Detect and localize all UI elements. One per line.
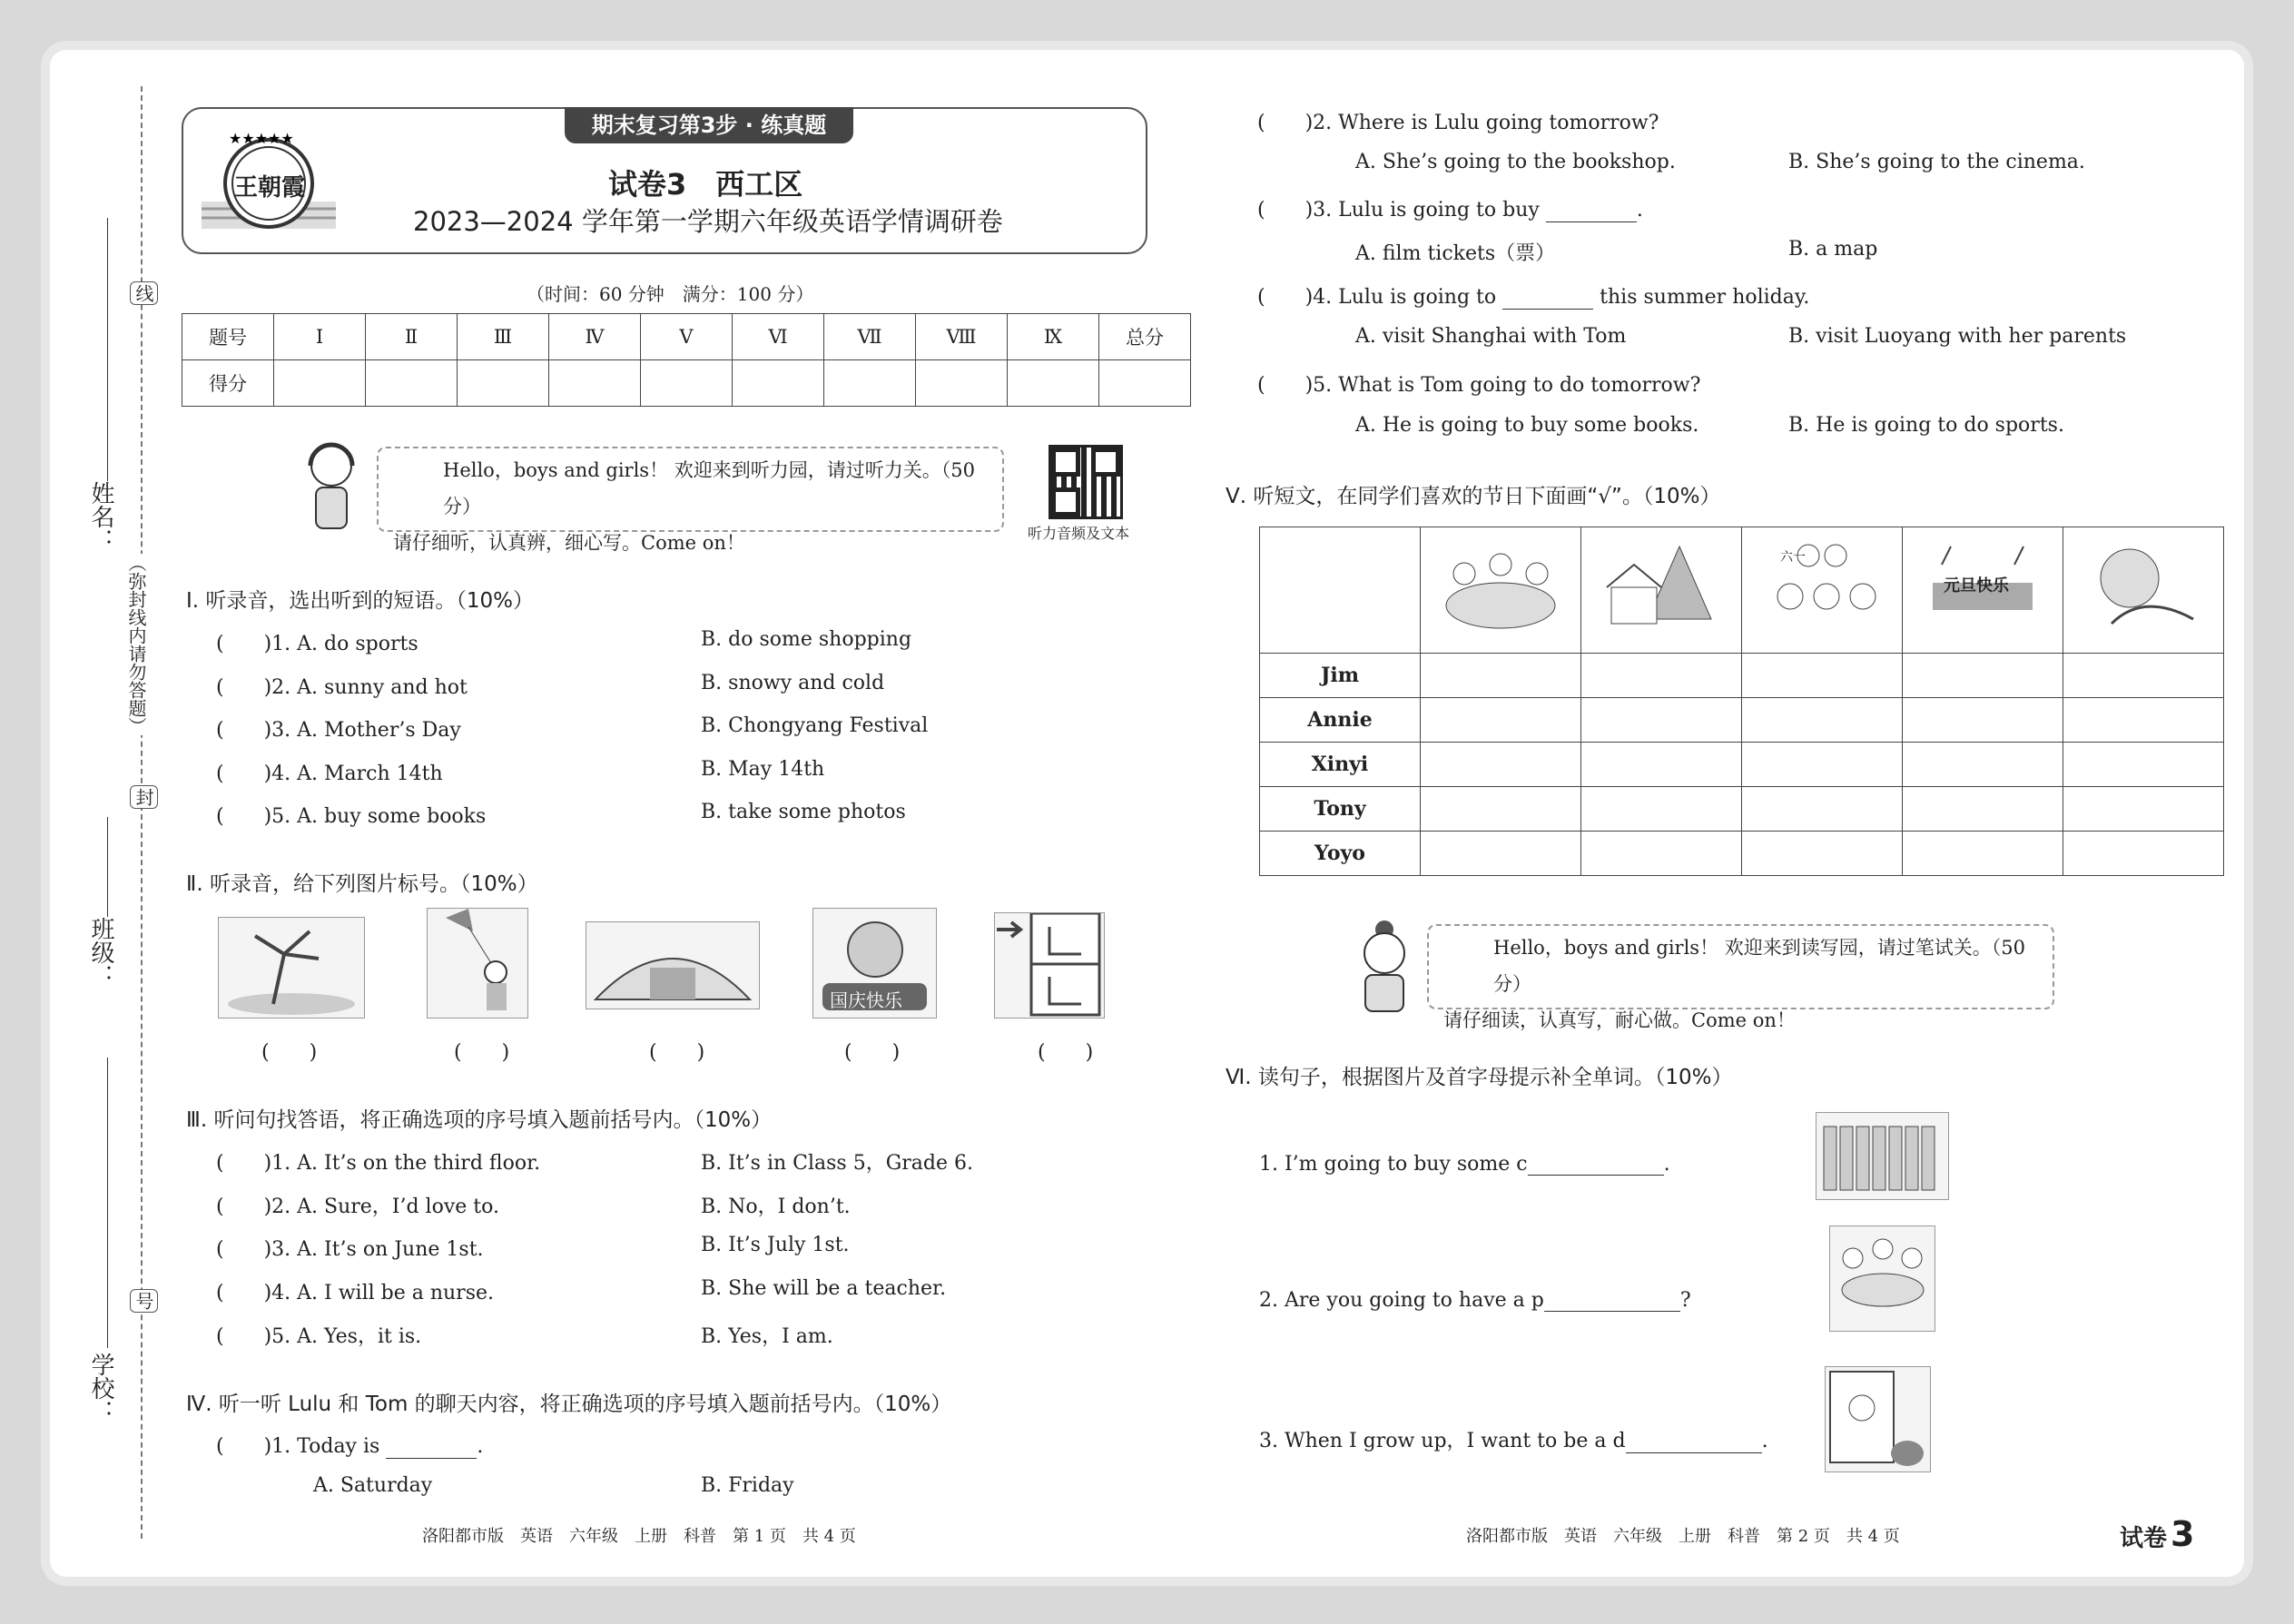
s1-q2-b: B. snowy and cold <box>701 672 885 694</box>
section-6-title: Ⅵ. 读句子，根据图片及首字母提示补全单词。（10%） <box>1226 1066 1733 1089</box>
festival-picture-row <box>1260 527 2224 654</box>
festival-row-annie <box>1260 698 2224 743</box>
crayons-picture <box>1816 1112 1949 1200</box>
festival-mid-autumn-picture <box>2063 527 2224 654</box>
girl-writing-illustration <box>1353 917 1416 1017</box>
class-label: 班级： <box>87 917 114 988</box>
s1-q2[interactable]: ( )2. A. sunny and hot <box>216 676 468 699</box>
exam-number: 试卷3 西工区 <box>608 167 803 202</box>
childrens-day-label: 六一 <box>1780 550 1806 565</box>
s4-q3[interactable]: ( )3. Lulu is going to buy . <box>1257 199 1643 221</box>
pic-answer-5[interactable]: ( ) <box>1038 1041 1094 1064</box>
s4-q5-a: A. He is going to buy some books. <box>1355 414 1699 437</box>
section-5-title: Ⅴ. 听短文，在同学们喜欢的节日下面画“√”。（10%） <box>1226 485 1721 508</box>
score-input[interactable] <box>366 360 458 407</box>
exam-info: （时间：60 分钟 满分：100 分） <box>527 283 814 305</box>
boy-headphones-illustration <box>300 440 363 536</box>
s4-q4-tail: this summer holiday. <box>1600 286 1810 309</box>
score-cell: Ⅵ <box>733 314 824 360</box>
logo-seal <box>202 125 336 232</box>
s6-s3-text: 3. When I grow up，I want to be a d <box>1259 1430 1626 1452</box>
s4-q5-b: B. He is going to do sports. <box>1788 414 2064 437</box>
check-cell[interactable] <box>2063 698 2224 743</box>
listening-line1: Hello，boys and girls！ 欢迎来到听力园，请过听力关。（50 分） <box>443 459 975 517</box>
score-input[interactable] <box>916 360 1008 407</box>
s4-q3-blank[interactable] <box>1546 202 1637 222</box>
check-cell[interactable] <box>2063 787 2224 832</box>
score-cell: Ⅰ <box>274 314 366 360</box>
check-cell[interactable] <box>1581 832 1742 876</box>
picture-windy-tree <box>218 917 365 1019</box>
s3-q5[interactable]: ( )5. A. Yes，it is. <box>216 1325 422 1348</box>
qr-code-icon[interactable] <box>1049 445 1123 519</box>
s6-s2-text: 2. Are you going to have a p <box>1259 1289 1544 1312</box>
listening-bubble <box>377 447 1004 554</box>
s4-q2-b: B. She’s going to the cinema. <box>1788 151 2085 173</box>
s6-s1-text: 1. I’m going to buy some c <box>1259 1153 1528 1176</box>
check-cell[interactable] <box>1903 787 2063 832</box>
student-name: Tony <box>1260 787 1421 832</box>
s6-s3-blank[interactable] <box>1626 1432 1762 1453</box>
picture-stadium <box>586 921 760 1009</box>
score-cell: Ⅲ <box>458 314 549 360</box>
listening-line2: 请仔细听，认真辨，细心写。Come on！ <box>393 532 745 554</box>
check-cell[interactable] <box>1421 698 1581 743</box>
score-cell: Ⅱ <box>366 314 458 360</box>
check-cell[interactable] <box>1903 743 2063 787</box>
writing-bubble <box>1427 924 2054 1031</box>
picture-floor-plan <box>994 912 1105 1019</box>
score-cell: Ⅷ <box>916 314 1008 360</box>
check-cell[interactable] <box>1903 654 2063 698</box>
pic-answer-3[interactable]: ( ) <box>649 1041 705 1064</box>
score-cell: 总分 <box>1099 314 1191 360</box>
check-cell[interactable] <box>1581 654 1742 698</box>
check-cell[interactable] <box>1421 787 1581 832</box>
score-input[interactable] <box>641 360 733 407</box>
check-cell[interactable] <box>1581 787 1742 832</box>
festival-childrens-day-picture <box>1742 527 1903 654</box>
festival-row-jim <box>1260 654 2224 698</box>
score-cell: Ⅸ <box>1008 314 1099 360</box>
s4-q3-text: ( )3. Lulu is going to buy <box>1257 199 1540 221</box>
score-cell: 题号 <box>182 314 274 360</box>
school-label: 学校： <box>87 1353 114 1423</box>
s4-q1-blank[interactable] <box>386 1438 477 1459</box>
s4-q5[interactable]: ( )5. What is Tom going to do tomorrow? <box>1257 374 1701 397</box>
section-2-title: Ⅱ. 听录音，给下列图片标号。（10%） <box>186 872 538 896</box>
score-table <box>182 313 1191 407</box>
section-4-title: Ⅳ. 听一听 Lulu 和 Tom 的聊天内容，将正确选项的序号填入题前括号内。（10%） <box>186 1393 952 1416</box>
s3-q1[interactable]: ( )1. A. It’s on the third floor. <box>216 1152 541 1175</box>
writing-line2: 请仔细读，认真写，耐心做。Come on！ <box>1443 1009 1796 1031</box>
s6-s2-end: ? <box>1679 1289 1691 1312</box>
paper-label-text: 试卷 <box>2120 1525 2168 1552</box>
qr-caption: 听力音频及文本 <box>1028 525 1130 542</box>
footer-right: 洛阳都市版 英语 六年级 上册 科普 第 2 页 共 4 页 <box>1466 1527 1900 1546</box>
s1-q3[interactable]: ( )3. A. Mother’s Day <box>216 719 461 742</box>
s4-q1[interactable]: ( )1. Today is . <box>216 1435 484 1458</box>
check-cell[interactable] <box>2063 654 2224 698</box>
festival-row-yoyo <box>1260 832 2224 876</box>
check-cell[interactable] <box>1581 743 1742 787</box>
check-cell[interactable] <box>1903 832 2063 876</box>
seal-note: （弥封线内请勿答题） <box>123 554 150 735</box>
number-mark: 号 <box>130 1289 158 1313</box>
s6-s1-end: . <box>1663 1153 1670 1176</box>
score-input[interactable] <box>824 360 916 407</box>
score-header-row <box>182 314 1191 360</box>
score-cell: Ⅳ <box>549 314 641 360</box>
s6-s1-blank[interactable] <box>1528 1155 1664 1176</box>
score-value-row <box>182 360 1191 407</box>
picture-kite-girl <box>427 908 528 1019</box>
s6-s2[interactable] <box>1259 1289 1691 1312</box>
pic-answer-2[interactable]: ( ) <box>454 1041 510 1064</box>
s1-q5-b: B. take some photos <box>701 801 906 823</box>
new-year-label: 元旦快乐 <box>1944 576 2009 595</box>
student-name: Yoyo <box>1260 832 1421 876</box>
section-1-title: Ⅰ. 听录音，选出听到的短语。（10%） <box>186 589 535 613</box>
check-cell[interactable] <box>2063 743 2224 787</box>
s6-s1[interactable] <box>1259 1153 1670 1176</box>
score-input[interactable] <box>458 360 549 407</box>
s6-s3-end: . <box>1761 1430 1768 1452</box>
national-day-label: 国庆快乐 <box>830 989 902 1011</box>
s1-q1[interactable]: ( )1. A. do sports <box>216 633 418 655</box>
s6-s3[interactable] <box>1259 1425 1768 1453</box>
s3-q3[interactable]: ( )3. A. It’s on June 1st. <box>216 1238 484 1261</box>
s1-q1-b: B. do some shopping <box>701 628 912 651</box>
student-name: Annie <box>1260 698 1421 743</box>
score-input[interactable] <box>1008 360 1099 407</box>
s3-q2[interactable]: ( )2. A. Sure，I’d love to. <box>216 1196 499 1218</box>
festival-christmas-picture <box>1581 527 1742 654</box>
s3-q4-b: B. She will be a teacher. <box>701 1277 947 1300</box>
picture-national-day <box>812 908 937 1019</box>
check-cell[interactable] <box>1742 743 1903 787</box>
score-input[interactable] <box>549 360 641 407</box>
paper-label <box>2120 1514 2194 1554</box>
check-cell[interactable] <box>1742 654 1903 698</box>
s4-q2[interactable]: ( )2. Where is Lulu going tomorrow? <box>1257 112 1659 134</box>
s3-q2-b: B. No，I don’t. <box>701 1196 851 1218</box>
seal-mark: 封 <box>130 785 158 809</box>
writing-line1: Hello，boys and girls！ 欢迎来到读写园，请过笔试关。（50 分） <box>1493 937 2025 995</box>
paper-number: 3 <box>2171 1514 2195 1554</box>
pic-answer-1[interactable]: ( ) <box>261 1041 318 1064</box>
logo-text: 王朝霞 <box>234 174 306 202</box>
festival-row-xinyi <box>1260 743 2224 787</box>
svg-text:★★★★★: ★★★★★ <box>229 130 294 147</box>
check-cell[interactable] <box>1581 698 1742 743</box>
s4-q4-b: B. visit Luoyang with her parents <box>1788 325 2127 348</box>
check-cell[interactable] <box>1742 832 1903 876</box>
s3-q5-b: B. Yes，I am. <box>701 1325 833 1348</box>
exam-subtitle: 2023—2024 学年第一学期六年级英语学情调研卷 <box>413 206 1003 237</box>
s1-q4[interactable]: ( )4. A. March 14th <box>216 763 443 785</box>
score-input[interactable] <box>733 360 824 407</box>
festival-spring-picture <box>1421 527 1581 654</box>
section-3-title: Ⅲ. 听问句找答语，将正确选项的序号填入题前括号内。（10%） <box>186 1108 773 1132</box>
s1-q3-b: B. Chongyang Festival <box>701 714 929 737</box>
student-name: Xinyi <box>1260 743 1421 787</box>
check-cell[interactable] <box>1421 654 1581 698</box>
party-picture <box>1829 1225 1935 1332</box>
score-cell: Ⅶ <box>824 314 916 360</box>
s1-q4-b: B. May 14th <box>701 758 825 781</box>
check-cell[interactable] <box>2063 832 2224 876</box>
s3-q4[interactable]: ( )4. A. I will be a nurse. <box>216 1282 495 1304</box>
score-input[interactable] <box>274 360 366 407</box>
name-line <box>107 218 108 481</box>
s4-q4[interactable] <box>1257 281 1809 310</box>
s4-q1-a: A. Saturday <box>313 1474 433 1497</box>
s4-q4-blank[interactable] <box>1502 289 1593 310</box>
class-line <box>107 817 108 917</box>
footer-left: 洛阳都市版 英语 六年级 上册 科普 第 1 页 共 4 页 <box>422 1527 856 1546</box>
name-label: 姓名： <box>87 481 114 552</box>
s4-q3-a: A. film tickets（票） <box>1355 242 1556 265</box>
check-cell[interactable] <box>1421 832 1581 876</box>
festival-new-year-picture <box>1903 527 2063 654</box>
s3-q1-b: B. It’s in Class 5，Grade 6. <box>701 1152 974 1175</box>
s3-q3-b: B. It’s July 1st. <box>701 1234 850 1256</box>
doctor-picture <box>1825 1366 1931 1472</box>
check-cell[interactable] <box>1742 698 1903 743</box>
s4-q1-b: B. Friday <box>701 1474 794 1497</box>
s4-q4-a: A. visit Shanghai with Tom <box>1355 325 1627 348</box>
s4-q2-a: A. She’s going to the bookshop. <box>1355 151 1676 173</box>
blank-corner <box>1260 527 1421 654</box>
festival-row-tony <box>1260 787 2224 832</box>
header-banner: 期末复习第3步 · 练真题 <box>565 107 853 143</box>
score-cell: Ⅴ <box>641 314 733 360</box>
s4-q4-text: ( )4. Lulu is going to <box>1257 286 1497 309</box>
s6-s2-blank[interactable] <box>1544 1291 1680 1312</box>
s4-q3-b: B. a map <box>1788 238 1878 261</box>
s1-q5[interactable]: ( )5. A. buy some books <box>216 805 487 828</box>
check-cell[interactable] <box>1742 787 1903 832</box>
festival-table <box>1259 527 2224 876</box>
s4-q1-text: ( )1. Today is <box>216 1435 380 1458</box>
score-label: 得分 <box>182 360 274 407</box>
pic-answer-4[interactable]: ( ) <box>844 1041 901 1064</box>
check-cell[interactable] <box>1421 743 1581 787</box>
student-name: Jim <box>1260 654 1421 698</box>
check-cell[interactable] <box>1903 698 2063 743</box>
score-input[interactable] <box>1099 360 1191 407</box>
seal-line-mark: 线 <box>130 281 158 305</box>
school-line <box>107 1058 108 1348</box>
